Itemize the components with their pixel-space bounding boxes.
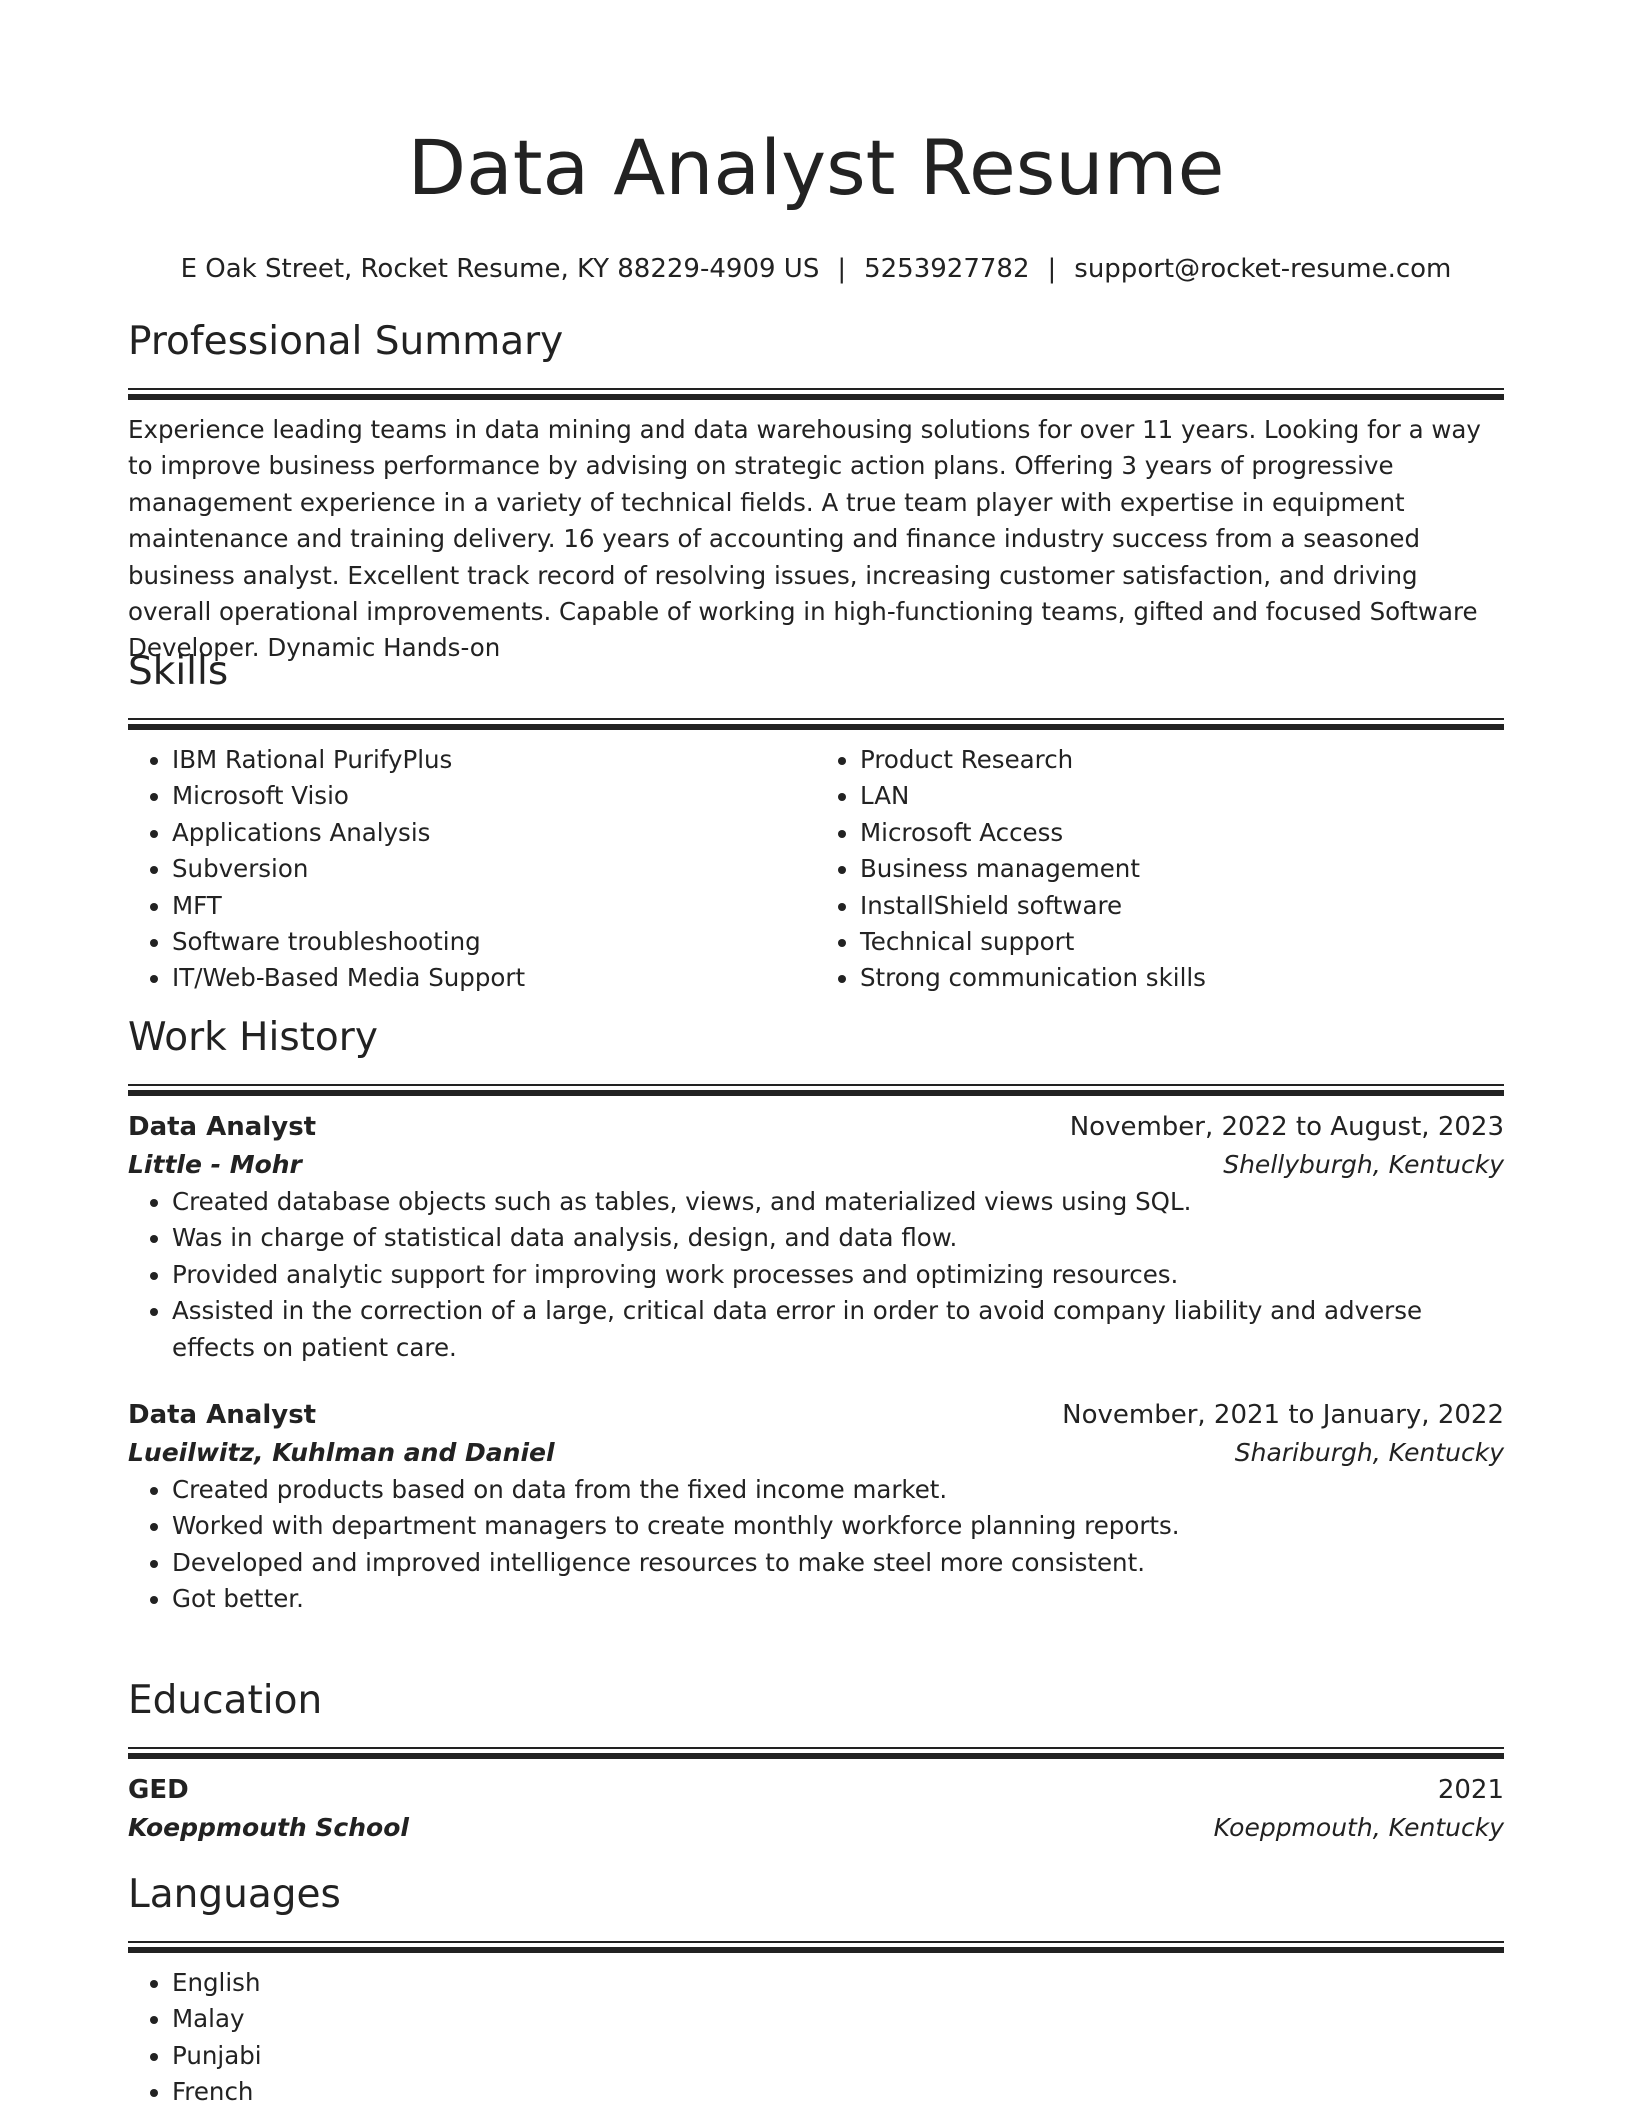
contact-line — [128, 252, 1504, 286]
skill-item: • Microsoft Access — [860, 815, 1504, 851]
job-dates: November, 2021 to January, 2022 — [1062, 1400, 1504, 1431]
education-location: Koeppmouth, Kentucky — [1213, 1813, 1504, 1842]
job-duties — [128, 1184, 1504, 1366]
contact-address: E Oak Street, Rocket Resume, KY 88229-4909 US — [180, 254, 820, 284]
skill-item: • IBM Rational PurifyPlus — [172, 742, 816, 778]
job-title: Data Analyst — [128, 1400, 317, 1431]
education-year: 2021 — [1437, 1775, 1504, 1805]
job-header — [128, 1396, 1504, 1434]
skill-item: • Microsoft Visio — [172, 778, 816, 814]
skill-item: • Software troubleshooting — [172, 924, 816, 960]
job-duty: • Got better. — [172, 1581, 1504, 1617]
education-header — [128, 1771, 1504, 1809]
section-heading-languages: Languages — [128, 1872, 341, 1917]
job-duty: • Developed and improved intelligence resources to make steel more consistent. — [172, 1545, 1504, 1581]
job-header — [128, 1108, 1504, 1146]
education-school: Koeppmouth School — [128, 1813, 409, 1842]
section-heading-skills: Skills — [128, 649, 229, 694]
skills-list — [128, 742, 1504, 997]
language-item: • French — [172, 2074, 1504, 2110]
languages-list — [128, 1965, 1504, 2111]
job-duty: • Provided analytic support for improving work processes and optimizing resources. — [172, 1257, 1504, 1293]
job-dates: November, 2022 to August, 2023 — [1069, 1112, 1504, 1142]
skills-section — [128, 648, 1504, 997]
skill-item: • MFT — [172, 888, 816, 924]
education-degree: GED — [128, 1775, 189, 1805]
contact-phone: 5253927782 — [864, 254, 1030, 284]
job-company: Little - Mohr — [128, 1150, 302, 1179]
job-duty: • Assisted in the correction of a large, critical data error in order to avoid company liability and adverse effects on patient care. — [172, 1293, 1504, 1366]
section-divider — [128, 1941, 1504, 1953]
language-item: • Punjabi — [172, 2038, 1504, 2074]
section-divider — [128, 1747, 1504, 1759]
job-title: Data Analyst — [128, 1112, 317, 1142]
job-duty: • Worked with department managers to create monthly workforce planning reports. — [172, 1508, 1504, 1544]
job-location: Shariburgh, Kentucky — [1234, 1438, 1504, 1468]
job-entry — [128, 1396, 1504, 1618]
skill-item: • Strong communication skills — [860, 960, 1504, 996]
page-title: Data Analyst Resume — [407, 123, 1225, 212]
education-subheader — [128, 1809, 1504, 1847]
education-section — [128, 1677, 1504, 1847]
skill-item: • Subversion — [172, 851, 816, 887]
education-entry — [128, 1771, 1504, 1847]
section-heading-summary: Professional Summary — [128, 319, 564, 364]
skill-item: • Product Research — [860, 742, 1504, 778]
skill-item: • Technical support — [860, 924, 1504, 960]
contact-separator: | — [1047, 254, 1057, 284]
job-duty: • Was in charge of statistical data analysis, design, and data flow. — [172, 1220, 1504, 1256]
summary-section — [128, 318, 1504, 667]
section-divider — [128, 1084, 1504, 1096]
job-duties — [128, 1472, 1504, 1618]
summary-text: Experience leading teams in data mining and data warehousing solutions for over 11 years. Looking for a way to improve business performance by advising on strategic action plans. Offering 3 years of progressive management experience in a variety of technical fields. A true team player with expertise in equipment maintenance and training delivery. 16 years of accounting and finance industry success from a seasoned business analyst. Excellent track record of resolving issues, increasing customer satisfaction, and driving overall operational improvements. Capable of working in high-functioning teams, gifted and focused Software Developer. Dynamic Hands-on — [128, 415, 1481, 663]
job-duty: • Created database objects such as tables, views, and materialized views using SQL. — [172, 1184, 1504, 1220]
language-item: • English — [172, 1965, 1504, 2001]
work-history-section — [128, 1014, 1504, 1618]
contact-separator: | — [837, 254, 847, 284]
skill-item: • IT/Web-Based Media Support — [172, 960, 816, 996]
skill-item: • LAN — [860, 778, 1504, 814]
contact-email[interactable]: support@rocket-resume.com — [1074, 254, 1452, 284]
languages-section — [128, 1871, 1504, 2111]
job-subheader — [128, 1434, 1504, 1472]
job-subheader — [128, 1146, 1504, 1184]
section-heading-education: Education — [128, 1678, 323, 1723]
job-location: Shellyburgh, Kentucky — [1223, 1150, 1504, 1179]
job-entry — [128, 1108, 1504, 1366]
section-divider — [128, 388, 1504, 400]
skill-item: • Business management — [860, 851, 1504, 887]
job-duty: • Created products based on data from the fixed income market. — [172, 1472, 1504, 1508]
skills-column-left — [128, 742, 816, 997]
job-company: Lueilwitz, Kuhlman and Daniel — [128, 1438, 555, 1468]
language-item: • Malay — [172, 2001, 1504, 2037]
skills-column-right — [816, 742, 1504, 997]
skill-item: • InstallShield software — [860, 888, 1504, 924]
section-heading-work-history: Work History — [128, 1015, 378, 1060]
section-divider — [128, 718, 1504, 730]
skill-item: • Applications Analysis — [172, 815, 816, 851]
